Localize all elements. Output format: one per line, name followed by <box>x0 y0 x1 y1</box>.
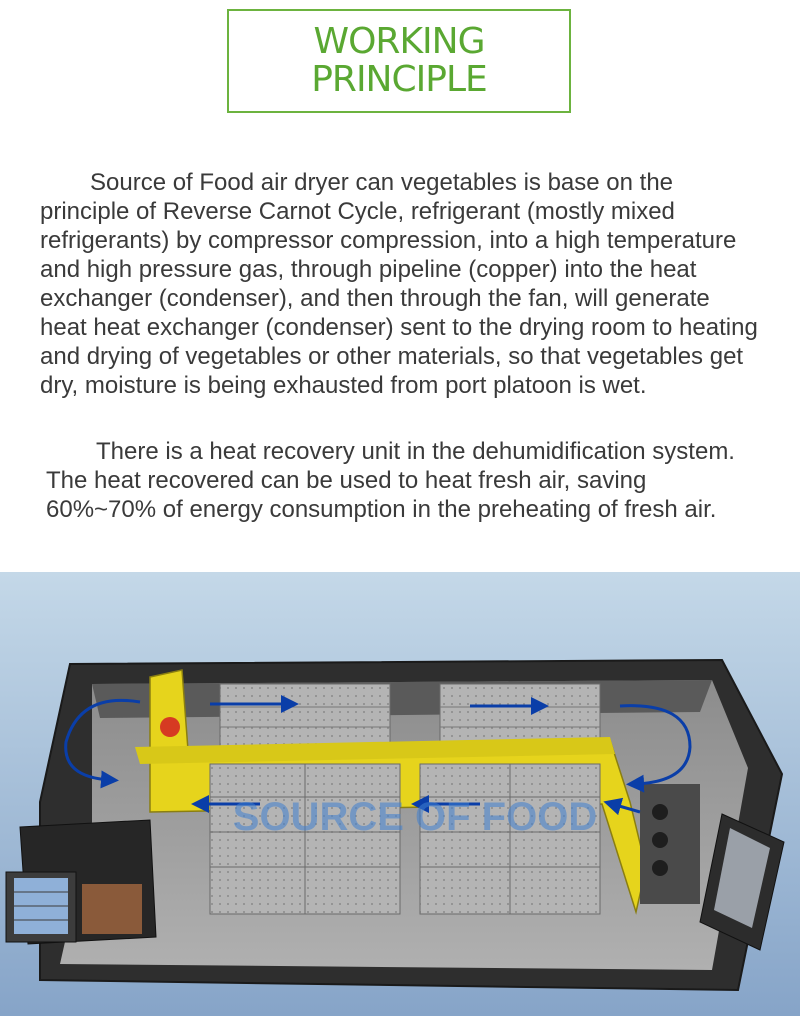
title-line-2: PRINCIPLE <box>311 59 487 100</box>
title-line-1: WORKING <box>313 21 485 62</box>
diagram-watermark: SOURCE OF FOOD <box>232 795 598 839</box>
heat-pump-unit <box>6 820 156 944</box>
title-box <box>227 9 571 113</box>
paragraph-heat-recovery: There is a heat recovery unit in the dehumidification system. The heat recovered can be used to heat fresh air, saving 60%~70% of energy consumption in the preheating of fresh air. <box>46 438 735 523</box>
paragraph-working-principle: Source of Food air dryer can vegetables is base on the principle of Reverse Carnot Cycle, refrigerant (mostly mixed refrigerants) by compressor compression, into a high temperature and high pressure gas, through pipeline (copper) into the heat exchanger (condenser), and then through the fan, will generate heat heat exchanger (condenser) sent to the drying room to heating and drying of vegetables or other materials, so that vegetables get dry, moisture is being exhausted from port platoon is wet. <box>40 169 758 399</box>
lower-rack-right <box>420 764 600 914</box>
upper-rack-right <box>440 684 600 746</box>
lower-rack-left <box>210 764 400 914</box>
upper-rack-left <box>220 684 390 746</box>
fan-column <box>640 784 700 904</box>
drying-room-diagram <box>0 572 800 1016</box>
warning-logo <box>160 717 180 737</box>
